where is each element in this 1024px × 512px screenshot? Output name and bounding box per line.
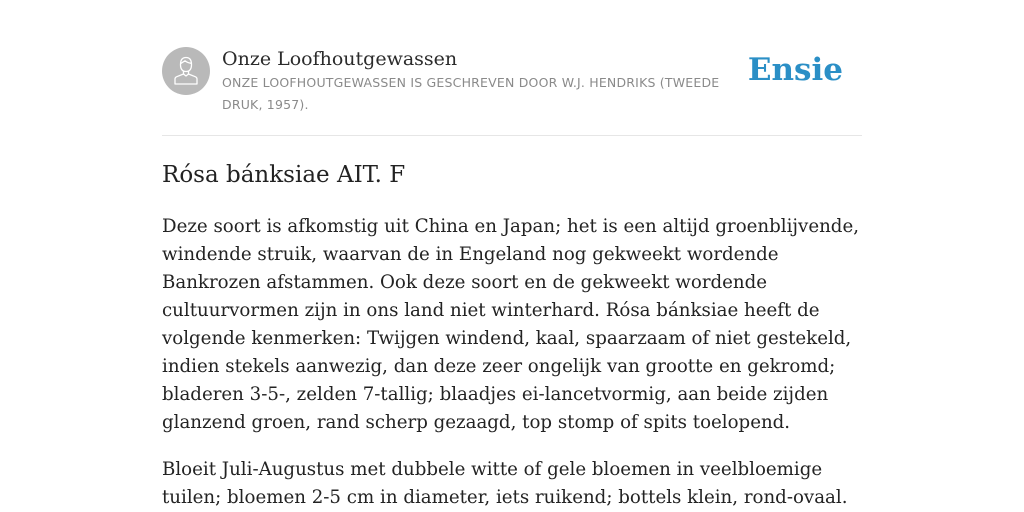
article bbox=[162, 158, 862, 512]
article-paragraph: Bloeit Juli-Augustus met dubbele witte of gele bloemen in veelbloemige tuilen; bloemen 2-5 cm in diameter, iets ruikend; bottels klein, rond-ovaal. bbox=[162, 459, 848, 508]
user-placeholder-icon bbox=[162, 47, 210, 95]
source-avatar[interactable] bbox=[162, 47, 210, 95]
ensie-logo[interactable]: Ensie bbox=[747, 52, 843, 88]
article-title: Rósa bánksiae AIT. F bbox=[162, 162, 406, 188]
source-title[interactable]: Onze Loofhoutgewassen bbox=[222, 48, 458, 70]
article-paragraph: Deze soort is afkomstig uit China en Japan; het is een altijd groenblijvende, windende struik, waarvan de in Engeland nog gekweekt wordende Bankrozen afstammen. Ook deze soort en de gekweekt wordende cultuurvormen zijn in ons land niet winterhard. Rósa bánksiae heeft de volgende kenmerken: Twijgen windend, kaal, spaarzaam of niet gestekeld, indien stekels aanwezig, dan deze zeer ongelijk van grootte en gekromd; bladeren 3-5-, zelden 7-tallig; blaadjes ei-lancetvormig, aan beide zijden glanzend groen, rand scherp gezaagd, top stomp of spits toelopend. bbox=[162, 216, 859, 433]
source-header bbox=[162, 44, 862, 136]
source-description: ONZE LOOFHOUTGEWASSEN IS GESCHREVEN DOOR W.J. HENDRIKS (TWEEDE DRUK, 1957). bbox=[222, 75, 720, 112]
